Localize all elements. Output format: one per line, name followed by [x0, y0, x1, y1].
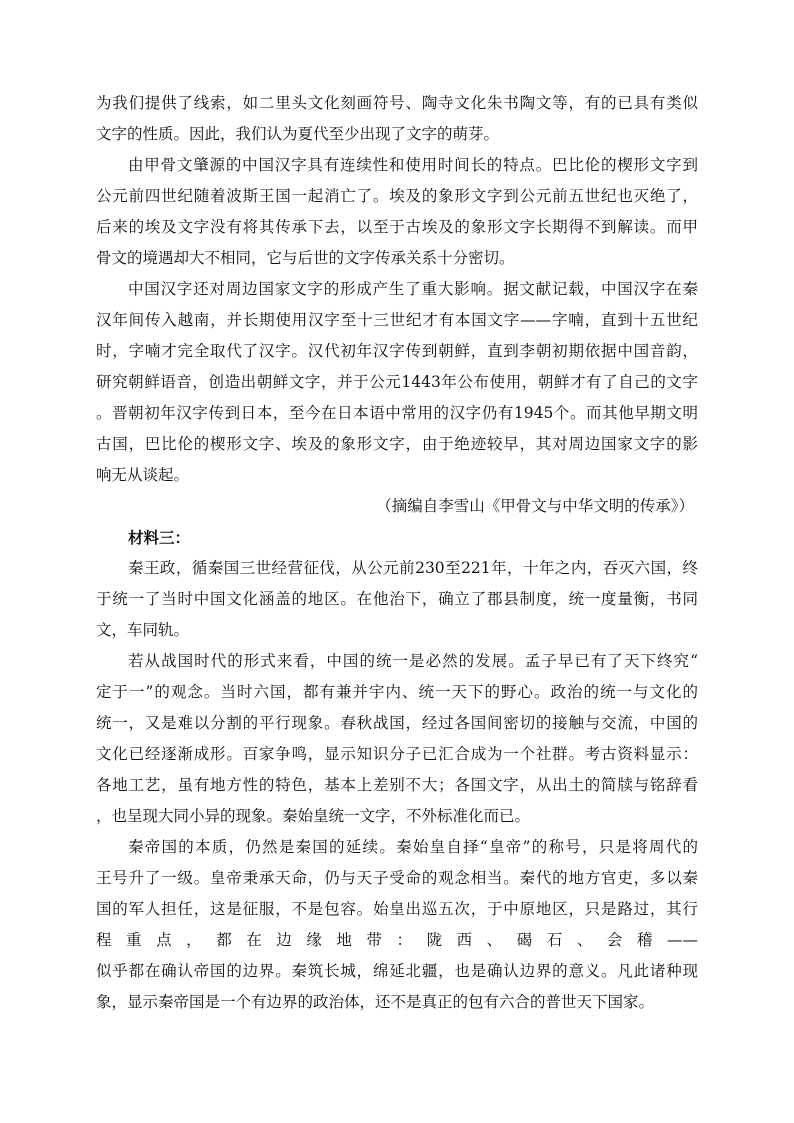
text-line: 响无从谈起。 — [96, 466, 190, 484]
text-line: 于统一了当时中国文化涵盖的地区。在他治下，确立了郡县制度，统一度量衡，书同 — [96, 590, 698, 608]
text-line: 古国，巴比伦的楔形文字、埃及的象形文字，由于绝迹较早，其对周边国家文字的影 — [96, 435, 698, 453]
section-heading: 材料三： — [128, 528, 191, 547]
text-line: 为我们提供了线索，如二里头文化刻画符号、陶寺文化朱书陶文等，有的已具有类似 — [96, 94, 698, 112]
document-page — [96, 88, 698, 1018]
text-line: 秦王政，循秦国三世经营征伐，从公元前230至221年，十年之内，吞灭六国，终 — [128, 559, 698, 577]
text-line: ，也呈现大同小异的现象。秦始皇统一文字，不外标准化而已。 — [96, 807, 531, 825]
text-line: 王号升了一级。皇帝秉承天命，仍与天子受命的观念相当。秦代的地方官吏，多以秦 — [96, 869, 698, 887]
text-line: 若从战国时代的形式来看，中国的统一是必然的发展。孟子早已有了天下终究“ — [128, 652, 698, 670]
text-line: 程重点，都在边缘地带：陇西、碣石、会稽—— — [96, 931, 698, 949]
paragraph — [96, 646, 698, 832]
paragraph — [96, 274, 698, 491]
paragraph — [96, 553, 698, 646]
text-line: 文，车同轨。 — [96, 621, 190, 639]
text-line: 汉年间传入越南，并长期使用汉字至十三世纪才有本国文字——字喃，直到十五世纪 — [96, 311, 698, 329]
text-line: 似乎都在确认帝国的边界。秦筑长城，绵延北疆，也是确认边界的意义。凡此诸种现 — [96, 962, 698, 980]
text-line: 后来的埃及文字没有将其传承下去，以至于古埃及的象形文字长期得不到解读。而甲 — [96, 218, 698, 236]
text-line: 文化已经逐渐成形。百家争鸣，显示知识分子已汇合成为一个社群。考古资料显示： — [96, 745, 698, 763]
text-line: 由甲骨文肇源的中国汉字具有连续性和使用时间长的特点。巴比伦的楔形文字到 — [128, 156, 698, 174]
text-line: 时，字喃才完全取代了汉字。汉代初年汉字传到朝鲜，直到李朝初期依据中国音韵， — [96, 342, 698, 360]
text-line: 统一，又是难以分割的平行现象。春秋战国，经过各国间密切的接触与交流，中国的 — [96, 714, 698, 732]
source-citation: （摘编自李雪山《甲骨文与中华文明的传承》） — [376, 497, 694, 515]
paragraph — [96, 150, 698, 274]
text-line: 象，显示秦帝国是一个有边界的政治体，还不是真正的包有六合的普世天下国家。 — [96, 993, 655, 1011]
text-line: 骨文的境遇却大不相同，它与后世的文字传承关系十分密切。 — [96, 249, 515, 267]
text-line: 定于一”的观念。当时六国，都有兼并宇内、统一天下的野心。政治的统一与文化的 — [96, 683, 698, 701]
text-line: 文字的性质。因此，我们认为夏代至少出现了文字的萌芽。 — [96, 125, 500, 143]
paragraph — [96, 832, 698, 1018]
text-line: 各地工艺，虽有地方性的特色，基本上差别不大；各国文字，从出土的简牍与铭辞看 — [96, 776, 698, 794]
paragraph — [96, 88, 698, 150]
text-line: 中国汉字还对周边国家文字的形成产生了重大影响。据文献记载，中国汉字在秦 — [128, 280, 698, 298]
text-line: 。晋朝初年汉字传到日本，至今在日本语中常用的汉字仍有1945个。而其他早期文明 — [96, 404, 698, 422]
text-line: 公元前四世纪随着波斯王国一起消亡了。埃及的象形文字到公元前五世纪也灭绝了， — [96, 187, 698, 205]
text-line: 国的军人担任，这是征服，不是包容。始皇出巡五次，于中原地区，只是路过，其行 — [96, 900, 698, 918]
text-line: 研究朝鲜语音，创造出朝鲜文字，并于公元1443年公布使用，朝鲜才有了自己的文字 — [96, 373, 698, 391]
text-line: 秦帝国的本质，仍然是秦国的延续。秦始皇自择“皇帝”的称号，只是将周代的 — [128, 838, 698, 856]
